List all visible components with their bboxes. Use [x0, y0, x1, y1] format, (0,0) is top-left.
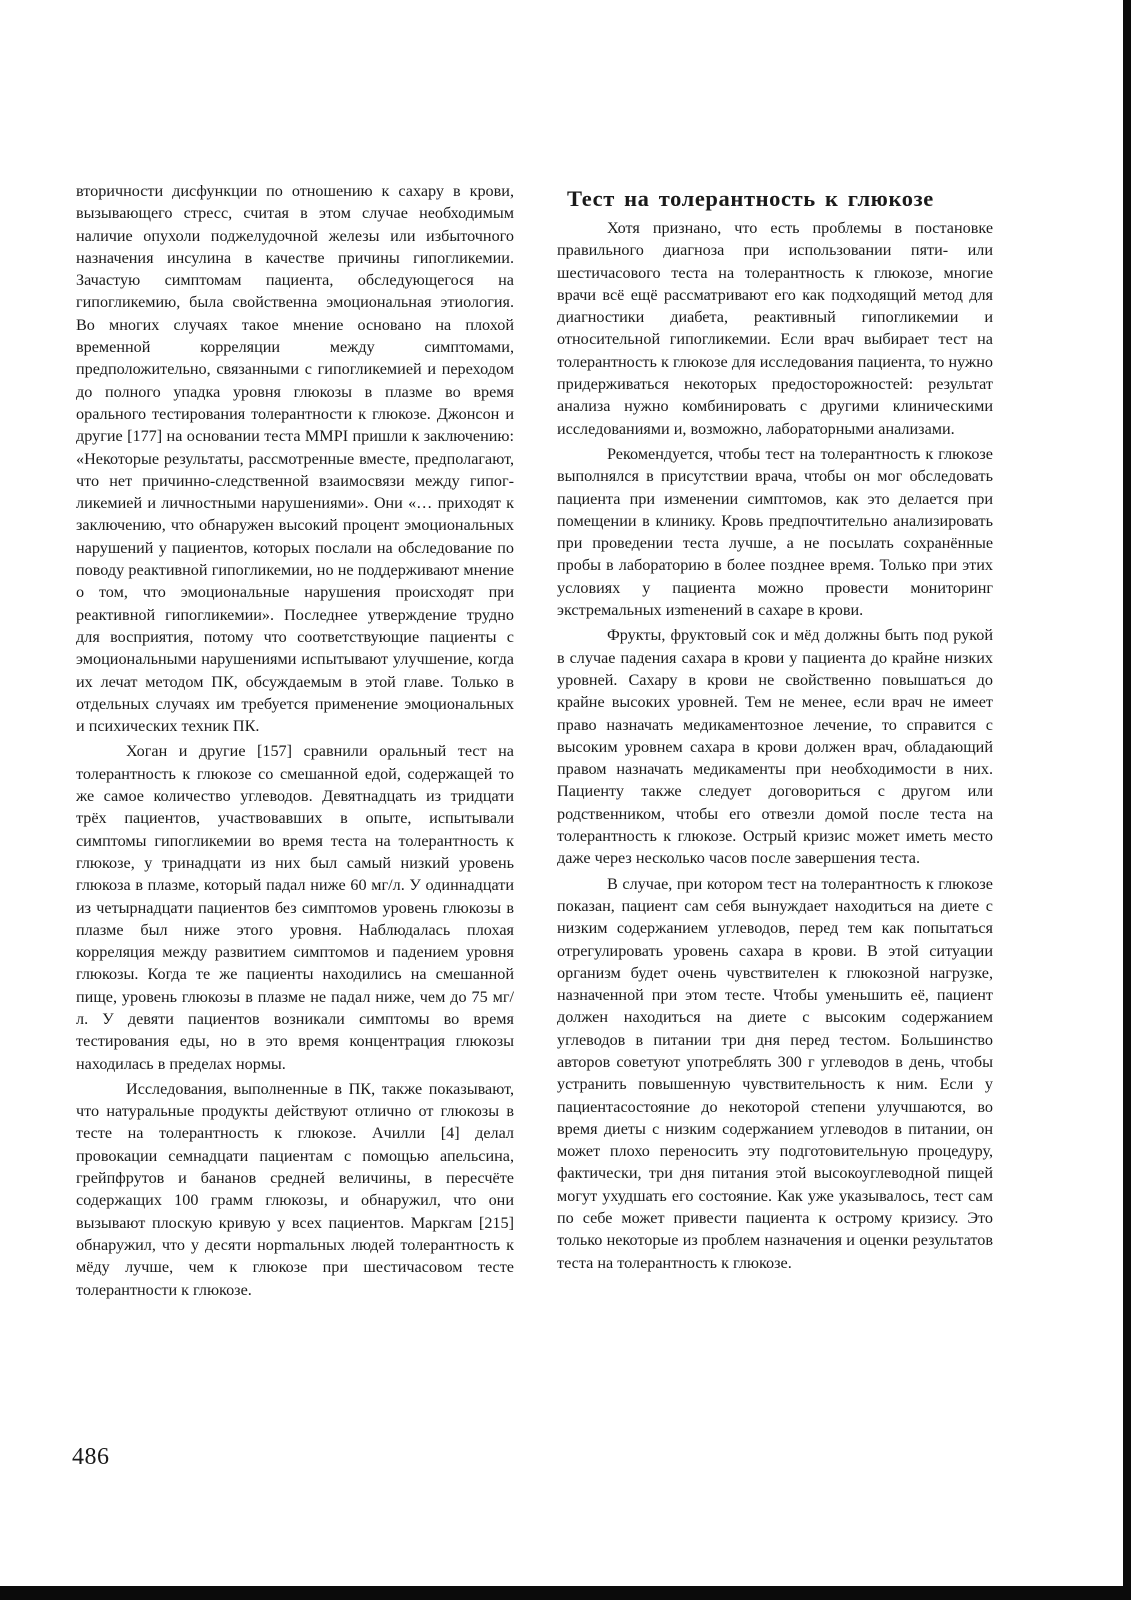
- right-paragraph-3: Фрукты, фруктовый сок и мёд должны быть под рукой в случае падения сахара в крови у пациента до крайне низких уровней. Сахару в крови не свойственно повышаться до крайне высоких уровней. Тем не менее, если врач не имеет право назначать медикаментозное лечение, то справится с высоким уровнем сахара в крови должен врач, обладающий правом назначать медикаменты при необходимости в них. Пациенту также следует договориться с другом или родственником, чтобы его отвезли домой после теста на толерантность к глюкозе. Острый кризис может иметь место даже через несколько часов после завершения теста.: [557, 626, 993, 868]
- right-paragraph-1: Хотя признано, что есть проблемы в постановке правильного диагноза при использовании пяти- или шестичасового теста на толерантность к глюкозе, многие врачи всё ещё рассматривают его как подходящий метод для диагностики диабета, реактивный гипогликемии и относительной гипогликемии. Если врач выбирает тест на толерантность к глюкозе для исследования пациента, то нужно придерживаться некоторых предосторожностей: результат анализа нужно комбинировать с другими клиническими исследованиями и, возможно, лабораторными анализами.: [557, 219, 993, 438]
- left-paragraph-3: Исследования, выполненные в ПК, также показывают, что натуральные продукты действуют отлично от глюкозы в тесте на толерантность к глюкозе. Ачилли [4] делал провокации семнадцати пациентам с помощью апельсина, грейпфрутов и бананов средней величины, в пересчёте содержащих 100 грамм глюкозы, и обнаружил, что они вызывают плоскую кривую у всех пациентов. Маркгам [215] обнаружил, что у десяти норmальных людей толерантность к мёду лучше, чем к глюкозе при шестичасовом тесте толерантности к глюкозе.: [76, 1079, 514, 1299]
- scan-edge-right: [1123, 0, 1131, 1600]
- left-paragraph-1: вторичности дисфункции по отношению к сахару в крови, вызывающего стресс, считая в этом случае необходимым наличие опухоли поджелудочной железы или избыточного назначения инсулина в качестве причины гипогликемии. Зачастую симптомам пациента, обследующегося на гипогликемию, была свойственна эмоциональная этиология. Во многих случаях такое мнение основано на плохой временной корреляции между симптомами, предположительно, связанными с гипогликемией и переходом до полного упадка уровня глюкозы в плазме во время орального тестирования толерантности к глюкозе. Джонсон и другие [177] на основании теста MMPI пришли к заключению: «Некоторые результаты, рассмотренные вместе, предполагают, что нет причинно-следственной взаимосвязи между гипогликемией и личностными нарушениями». Они «… приходят к заключению, что обнаружен высокий процент эмоциональных нарушений у пациентов, которых послали на обследование по поводу реактивной гипогликемии, но не поддерживают мнение о том, что эмоциональные нарушения происходят при реактивной гипогликемии». Последнее утверждение трудно для восприятия, потому что соответствующие пациенты с эмоциональными нарушениями испытывают улучшение, когда их лечат методом ПК, обсуждаемым в этой главе. Только в отдельных случаях им требуется применение эмоциональных и психических техник ПК.: [76, 182, 514, 736]
- section-heading: Тест на толерантность к глюкозе: [567, 186, 934, 211]
- left-paragraph-2: Хоган и другие [157] сравнили оральный тест на толерантность к глюкозе со смешанной едой, содержащей то же самое количество углеводов. Девятнадцать из тридцати трёх пациентов, участвовавших в опыте, испытывали симптомы гипогликемии во время теста на толерантность к глюкозе, у тринадцати из них был самый низкий уровень глюкоза в плазме, который падал ниже 60 мг/л. У одиннадцати из четырнадцати пациентов без симптомов уровень глюкозы в плазме был ниже этого уровня. Наблюдалась плохая корреляция между развитием симптомов и падением уровня глюкозы. Когда те же пациенты находились на смешанной пище, уровень глюкозы в плазме не падал ниже, чем до 75 мг/л. У девяти пациентов возникали симптомы во время тестирования еды, но в это время концентрация глюкозы находилась в пределах нормы.: [76, 742, 514, 1073]
- left-column: [76, 180, 514, 1301]
- scan-edge-bottom: [0, 1586, 1131, 1600]
- page-number: 486: [72, 1444, 110, 1470]
- right-paragraph-2: Рекомендуется, чтобы тест на толерантность к глюкозе выполнялся в присутствии врача, чтобы он мог обследовать пациента при изменении симптомов, как это делается при помещении в клинику. Кровь предпочтительно анализировать при проведении теста лучше, а не посылать сохранённые пробы в лабораторию в более позднее время. Только при этих условиях у пациента можно провести мониторинг экстремальных изmенений в сахаре в крови.: [557, 444, 993, 620]
- right-column: [557, 185, 993, 1274]
- right-paragraph-4: В случае, при котором тест на толерантность к глюкозе показан, пациент сам себя вынуждает находиться на диете с низким содержанием углеводов, перед тем как попытаться отрегулировать уровень сахара в крови. В этой ситуации организм будет очень чувствителен к глюкозной нагрузке, назначенной при этом тесте. Чтобы уменьшить её, пациент должен находиться на диете с высоким содержанием углеводов в питании три дня перед тестом. Большинство авторов советуют употреблять 300 г углеводов в день, чтобы устранить повышенную чувствительность к ним. Если у пациентасостояние до некоторой степени улучшаются, во время диеты с низким содержанием углеводов в питании, он может плохо переносить эту подготовительную процедуру, фактически, три дня питания этой высокоуглеводной пищей могут ухудшать его состояние. Как уже указывалось, тест сам по себе может привести пациента к острому кризису. Это только некоторые из проблем назначения и оценки результатов теста на толерантность к глюкозе.: [557, 874, 993, 1272]
